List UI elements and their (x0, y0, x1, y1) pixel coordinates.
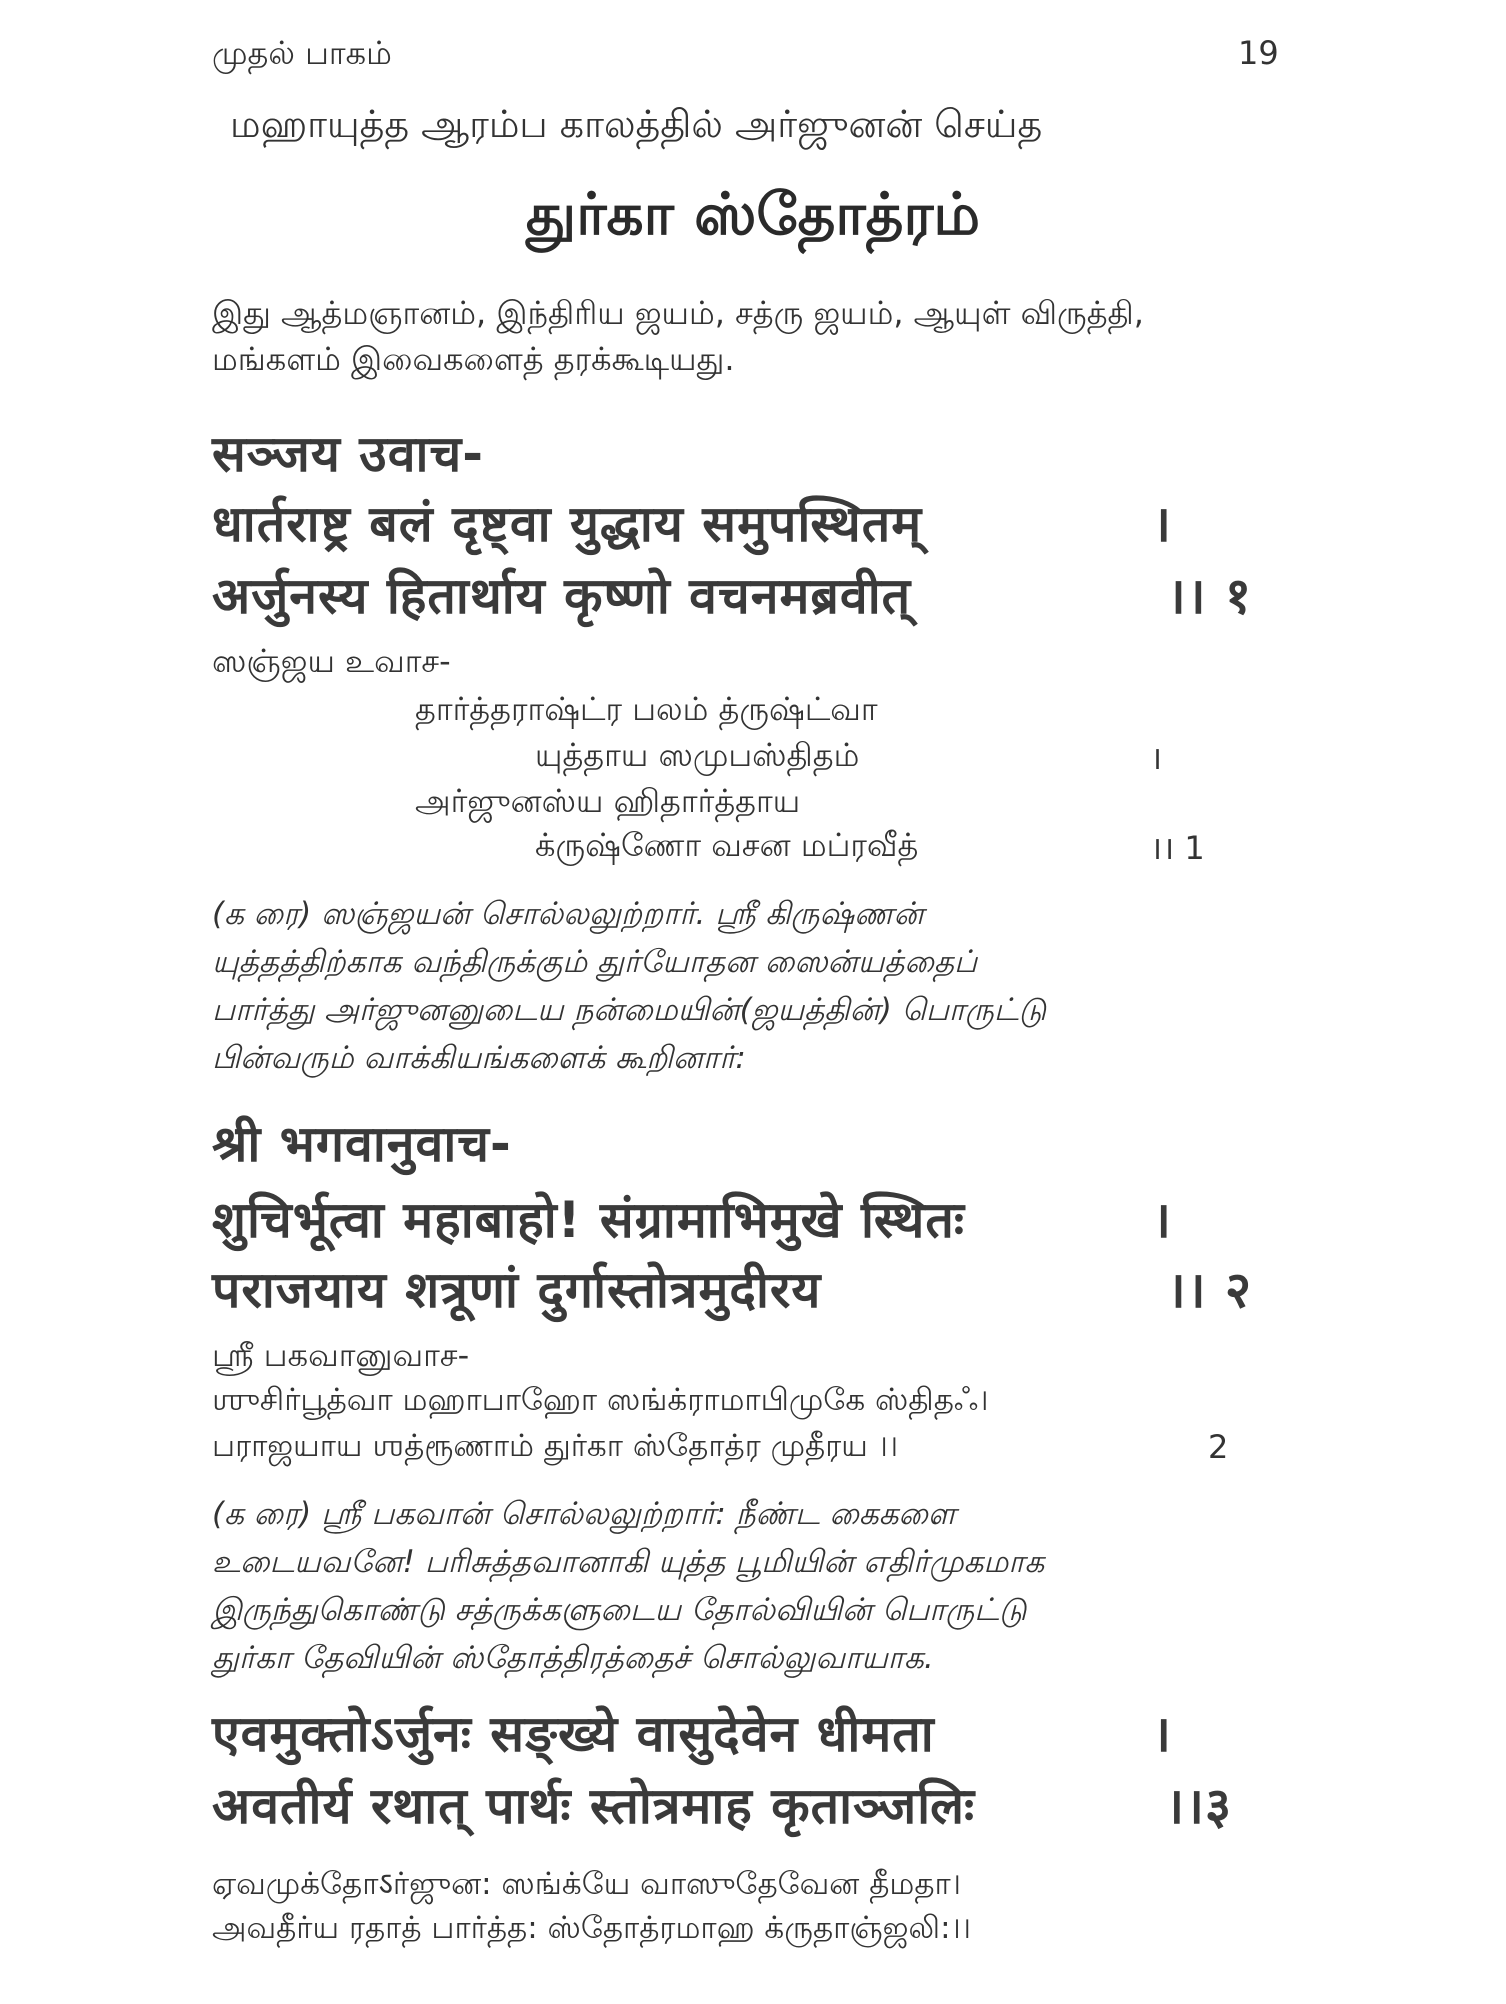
intro-line: இது ஆத்மஞானம், இந்திரிய ஜயம், சத்ரு ஜயம், ஆயுள் விருத்தி, (212, 294, 1144, 332)
meaning-line: உடையவனே! பரிசுத்தவானாகி யுத்த பூமியின் எதிர்முகமாக (212, 1544, 1045, 1580)
transliteration-line: அவதீர்ய ரதாத் பார்த்த: ஸ்தோத்ரமாஹ க்ருதாஞ்ஜலி:।। (212, 1910, 972, 1946)
transliteration-line: ஶுசிர்பூத்வா மஹாபாஹோ ஸங்க்ராமாபிமுகே ஸ்திதஃ। (212, 1382, 989, 1418)
part-label: முதல் பாகம் (212, 34, 392, 72)
verse-mark: 2 (1208, 1428, 1229, 1466)
meaning-line: பார்த்து அர்ஜுனனுடைய நன்மையின்(ஜயத்தின்) பொருட்டு (212, 992, 1047, 1028)
speaker-sanskrit: श्री भगवानुवाच- (212, 1115, 512, 1173)
verse-mark: । (1152, 1705, 1172, 1763)
transliteration-line: யுத்தாய ஸமுபஸ்திதம் (535, 736, 860, 774)
verse-mark: ।। 1 (1150, 829, 1205, 867)
page-number: 19 (1238, 34, 1279, 72)
meaning-line: யுத்தத்திற்காக வந்திருக்கும் துர்யோதன ஸைன்யத்தைப் (212, 944, 978, 980)
sanskrit-text: शुचिर्भूत्वा महाबाहो! संग्रामाभिमुखे स्थितः (212, 1191, 965, 1249)
sanskrit-line (212, 488, 1272, 558)
speaker-sanskrit: सञ्जय उवाच- (212, 425, 484, 483)
verse-mark: ।।३ (1165, 1777, 1232, 1835)
sanskrit-line (212, 1184, 1272, 1254)
speaker-tamil: ஸ்ரீ பகவானுவாச- (212, 1336, 470, 1374)
meaning-line: (க ரை) ஸஞ்ஜயன் சொல்லலுற்றார். ஸ்ரீ கிருஷ்ணன் (212, 896, 924, 932)
intro-line: மங்களம் இவைகளைத் தரக்கூடியது. (212, 340, 735, 378)
transliteration-line: தார்த்தராஷ்ட்ர பலம் த்ருஷ்ட்வா (415, 690, 878, 728)
sanskrit-text: धार्तराष्ट्र बलं दृष्ट्वा युद्धाय समुपस्थितम् (212, 495, 923, 553)
sanskrit-text: पराजयाय शत्रूणां दुर्गास्तोत्रमुदीरय (212, 1261, 822, 1319)
meaning-block (212, 890, 1284, 1082)
verse-mark: ।। १ (1166, 567, 1252, 625)
verse-mark: ।। २ (1166, 1261, 1252, 1319)
sanskrit-line (212, 1770, 1272, 1840)
meaning-line: (க ரை) ஸ்ரீ பகவான் சொல்லலுற்றார்: நீண்ட கைகளை (212, 1496, 956, 1532)
verse-mark: । (1152, 1191, 1172, 1249)
intro (212, 290, 1284, 382)
verse-mark: । (1152, 495, 1172, 553)
sanskrit-text: अवतीर्य रथात् पार्थः स्तोत्रमाह कृताञ्जलिः (212, 1777, 976, 1835)
page-title: துர்கா ஸ்தோத்ரம் (525, 180, 981, 248)
meaning-block (212, 1490, 1284, 1682)
meaning-line: துர்கா தேவியின் ஸ்தோத்திரத்தைச் சொல்லுவாயாக. (212, 1640, 934, 1676)
sanskrit-text: अर्जुनस्य हितार्थाय कृष्णो वचनमब्रवीत् (212, 567, 912, 625)
transliteration-line: பராஜயாய ஶத்ரூணாம் துர்கா ஸ்தோத்ர முதீரய ।। (212, 1428, 899, 1464)
sanskrit-text: एवमुक्तोऽर्जुनः सङ्ख्ये वासुदेवेन धीमता (212, 1705, 935, 1763)
sanskrit-line (212, 1254, 1272, 1324)
subtitle: மஹாயுத்த ஆரம்ப காலத்தில் அர்ஜுனன் செய்த (230, 102, 1043, 146)
transliteration-line: அர்ஜுனஸ்ய ஹிதார்த்தாய (415, 782, 801, 820)
meaning-line: இருந்துகொண்டு சத்ருக்களுடைய தோல்வியின் பொருட்டு (212, 1592, 1027, 1628)
speaker-tamil: ஸஞ்ஜய உவாச- (212, 642, 451, 680)
sanskrit-line (212, 560, 1272, 630)
sanskrit-line (212, 1698, 1272, 1768)
transliteration-line: ஏவமுக்தோऽர்ஜுன: ஸங்க்யே வாஸுதேவேன தீமதா। (212, 1866, 961, 1902)
meaning-line: பின்வரும் வாக்கியங்களைக் கூறினார்: (212, 1040, 746, 1076)
transliteration-line: க்ருஷ்ணோ வசன மப்ரவீத் (535, 826, 919, 864)
verse-mark: । (1150, 739, 1163, 777)
